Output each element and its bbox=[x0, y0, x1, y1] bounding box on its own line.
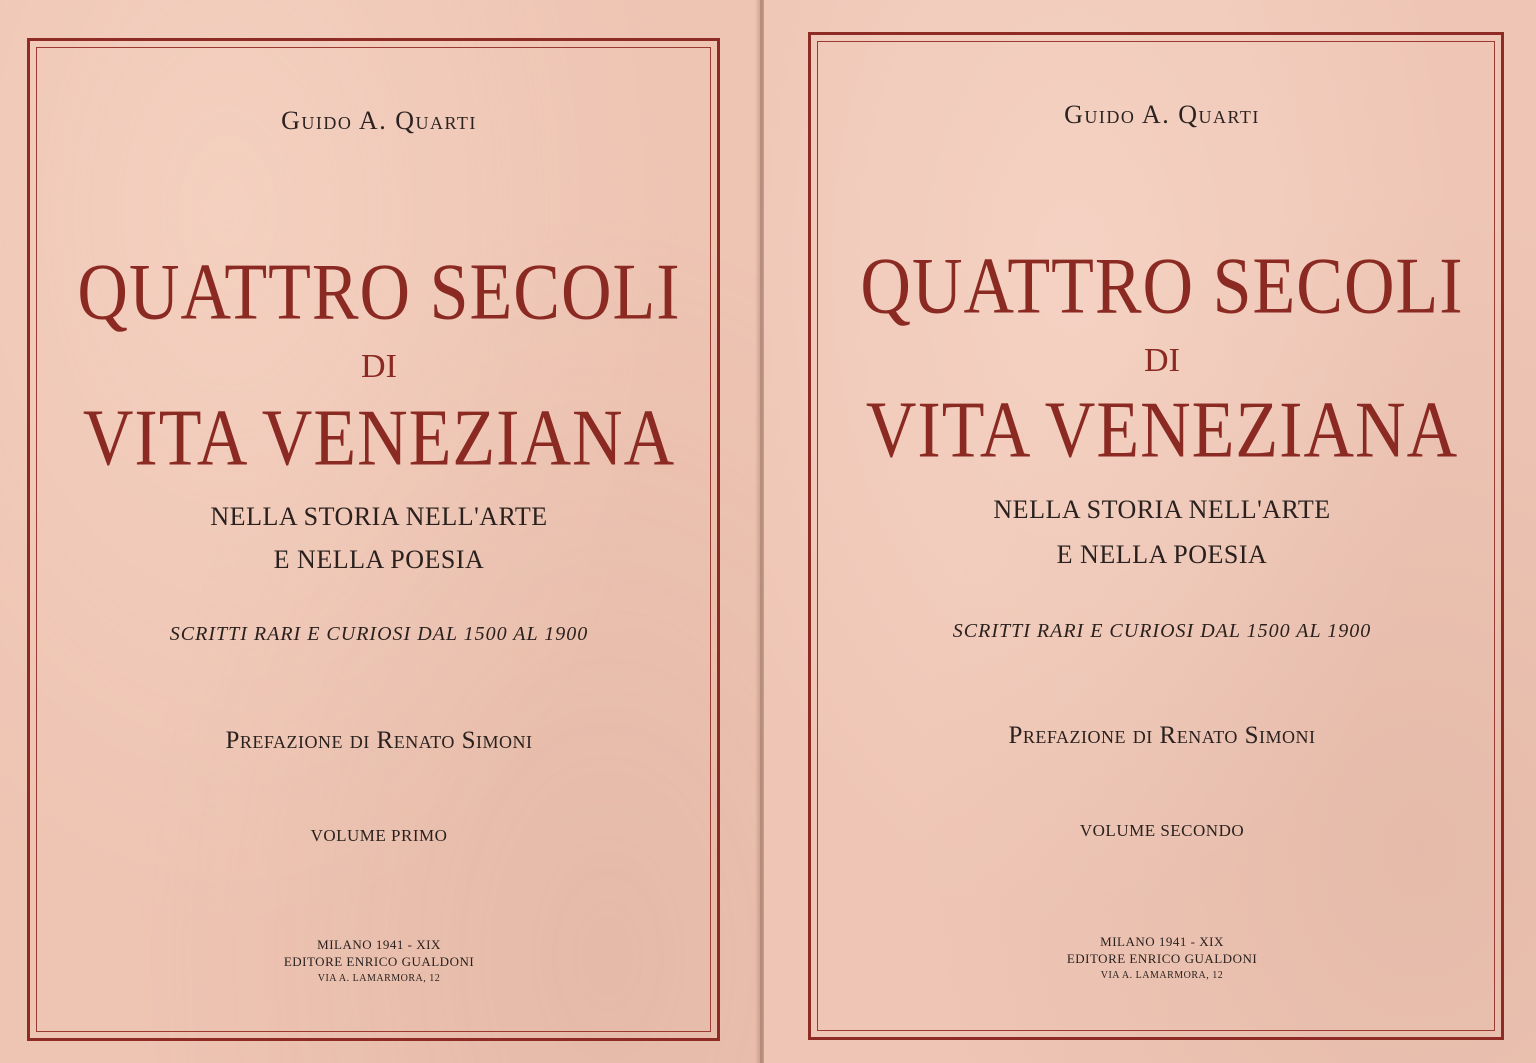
title-line-2: VITA VENEZIANA bbox=[865, 386, 1459, 475]
publisher-name: EDITORE ENRICO GUALDONI bbox=[283, 954, 475, 969]
author-name: Guido A. Quarti bbox=[281, 106, 477, 135]
title-line-2: VITA VENEZIANA bbox=[82, 394, 676, 483]
preface-credit: Prefazione di Renato Simoni bbox=[225, 727, 533, 754]
preface-credit: Prefazione di Renato Simoni bbox=[1008, 722, 1316, 749]
subtitle-line-2: E NELLA POESIA bbox=[273, 545, 485, 574]
publisher-city-year: MILANO 1941 - XIX bbox=[1100, 934, 1224, 949]
cover-volume-primo bbox=[0, 0, 762, 1063]
volume-label: VOLUME PRIMO bbox=[310, 826, 448, 845]
cover-volume-secondo bbox=[764, 0, 1536, 1063]
italic-tagline: SCRITTI RARI E CURIOSI DAL 1500 AL 1900 bbox=[169, 623, 589, 645]
title-line-1: QUATTRO SECOLI bbox=[860, 242, 1464, 331]
subtitle-line-2: E NELLA POESIA bbox=[1056, 540, 1268, 569]
title-di: DI bbox=[1144, 342, 1180, 379]
title-di: DI bbox=[361, 348, 397, 385]
author-name: Guido A. Quarti bbox=[1064, 100, 1260, 129]
cover-border-inner bbox=[36, 47, 711, 1032]
publisher-city-year: MILANO 1941 - XIX bbox=[317, 937, 441, 952]
subtitle-line-1: NELLA STORIA NELL'ARTE bbox=[993, 495, 1331, 524]
volume-label: VOLUME SECONDO bbox=[1079, 821, 1245, 840]
subtitle-line-1: NELLA STORIA NELL'ARTE bbox=[210, 502, 548, 531]
publisher-address: VIA A. LAMARMORA, 12 bbox=[317, 973, 441, 984]
publisher-name: EDITORE ENRICO GUALDONI bbox=[1066, 951, 1258, 966]
italic-tagline: SCRITTI RARI E CURIOSI DAL 1500 AL 1900 bbox=[952, 620, 1372, 642]
publisher-address: VIA A. LAMARMORA, 12 bbox=[1100, 970, 1224, 981]
title-line-1: QUATTRO SECOLI bbox=[77, 248, 681, 337]
cover-border-inner bbox=[817, 41, 1495, 1031]
